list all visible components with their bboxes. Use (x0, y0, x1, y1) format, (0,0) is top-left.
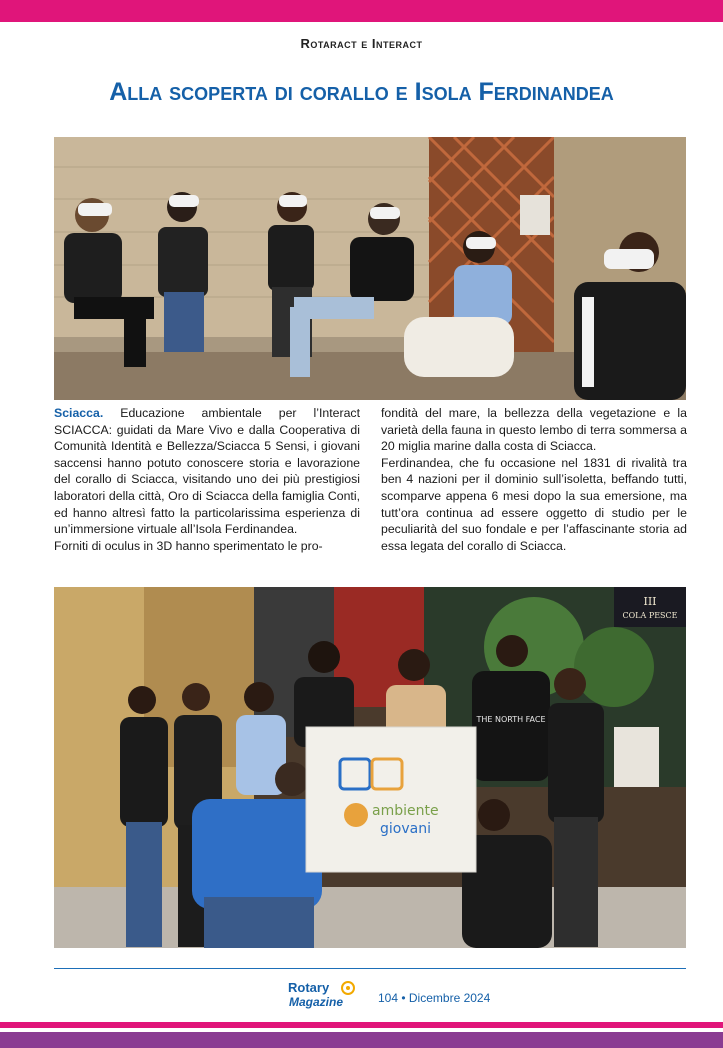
article-paragraph (54, 405, 360, 538)
article-text: Educazione ambientale per l’Interact SCIACCA: guidati da Mare Vivo e dalla Cooperativa di Comunità Identità e Bellezza/Sciacca 5 Sensi, i giovani saccensi hanno potuto conoscere storia e lavorazione del corallo di Sciacca, visitando uno dei più prestigiosi laboratori della città, Oro di Sciacca della famiglia Conti, ed hanno altresì fatto la particolarissima esperienza di un’immersione virtuale all’Isola Ferdinandea. (54, 406, 360, 537)
logo-magazine: Magazine (289, 995, 344, 1009)
article-paragraph: Forniti di oculus in 3D hanno sperimentato le pro- (54, 538, 323, 553)
article-title: Alla scoperta di corallo e Isola Ferdinandea (109, 78, 614, 106)
bottom-color-bar-purple (0, 1032, 723, 1048)
group-banner-photo (54, 587, 686, 948)
footer-rule (54, 968, 686, 969)
banner-text-giovani: giovani (380, 821, 431, 837)
dateline-place: Sciacca. (54, 406, 104, 420)
article-column-left (54, 405, 360, 554)
page-number-date: 104 • Dicembre 2024 (378, 991, 491, 1005)
vr-headset-photo (54, 137, 686, 400)
rotary-magazine-logo (288, 981, 358, 1009)
shirt-print: THE NORTH FACE (476, 715, 546, 724)
section-label: Rotaract e Interact (300, 36, 423, 51)
restaurant-sign-number: III (643, 595, 657, 608)
banner-text-ambiente: ambiente (372, 803, 439, 819)
restaurant-sign-name: COLA PESCE (622, 611, 678, 620)
article-paragraph: fondità del mare, la bellezza della vegetazione e la varietà della fauna in questo lembo di terra sommersa a 20 miglia marine dalla costa di Sciacca. (381, 406, 687, 454)
logo-rotary: Rotary (288, 980, 330, 995)
bottom-color-bar (0, 1022, 723, 1028)
article-column-right (381, 405, 687, 554)
article-paragraph: Ferdinandea, che fu occasione nel 1831 di rivalità tra ben 4 nazioni per il dominio sull’isoletta, beffando tutti, scomparve appena 6 mesi dopo la sua emersione, ma tutt’ora continua ad essere oggetto di studio per le peculiarità del suo fondale e per l’affascinante storia ad essa legata del corallo di Sciacca. (381, 455, 687, 553)
top-color-bar (0, 0, 723, 22)
rotary-wheel-icon (341, 981, 355, 995)
